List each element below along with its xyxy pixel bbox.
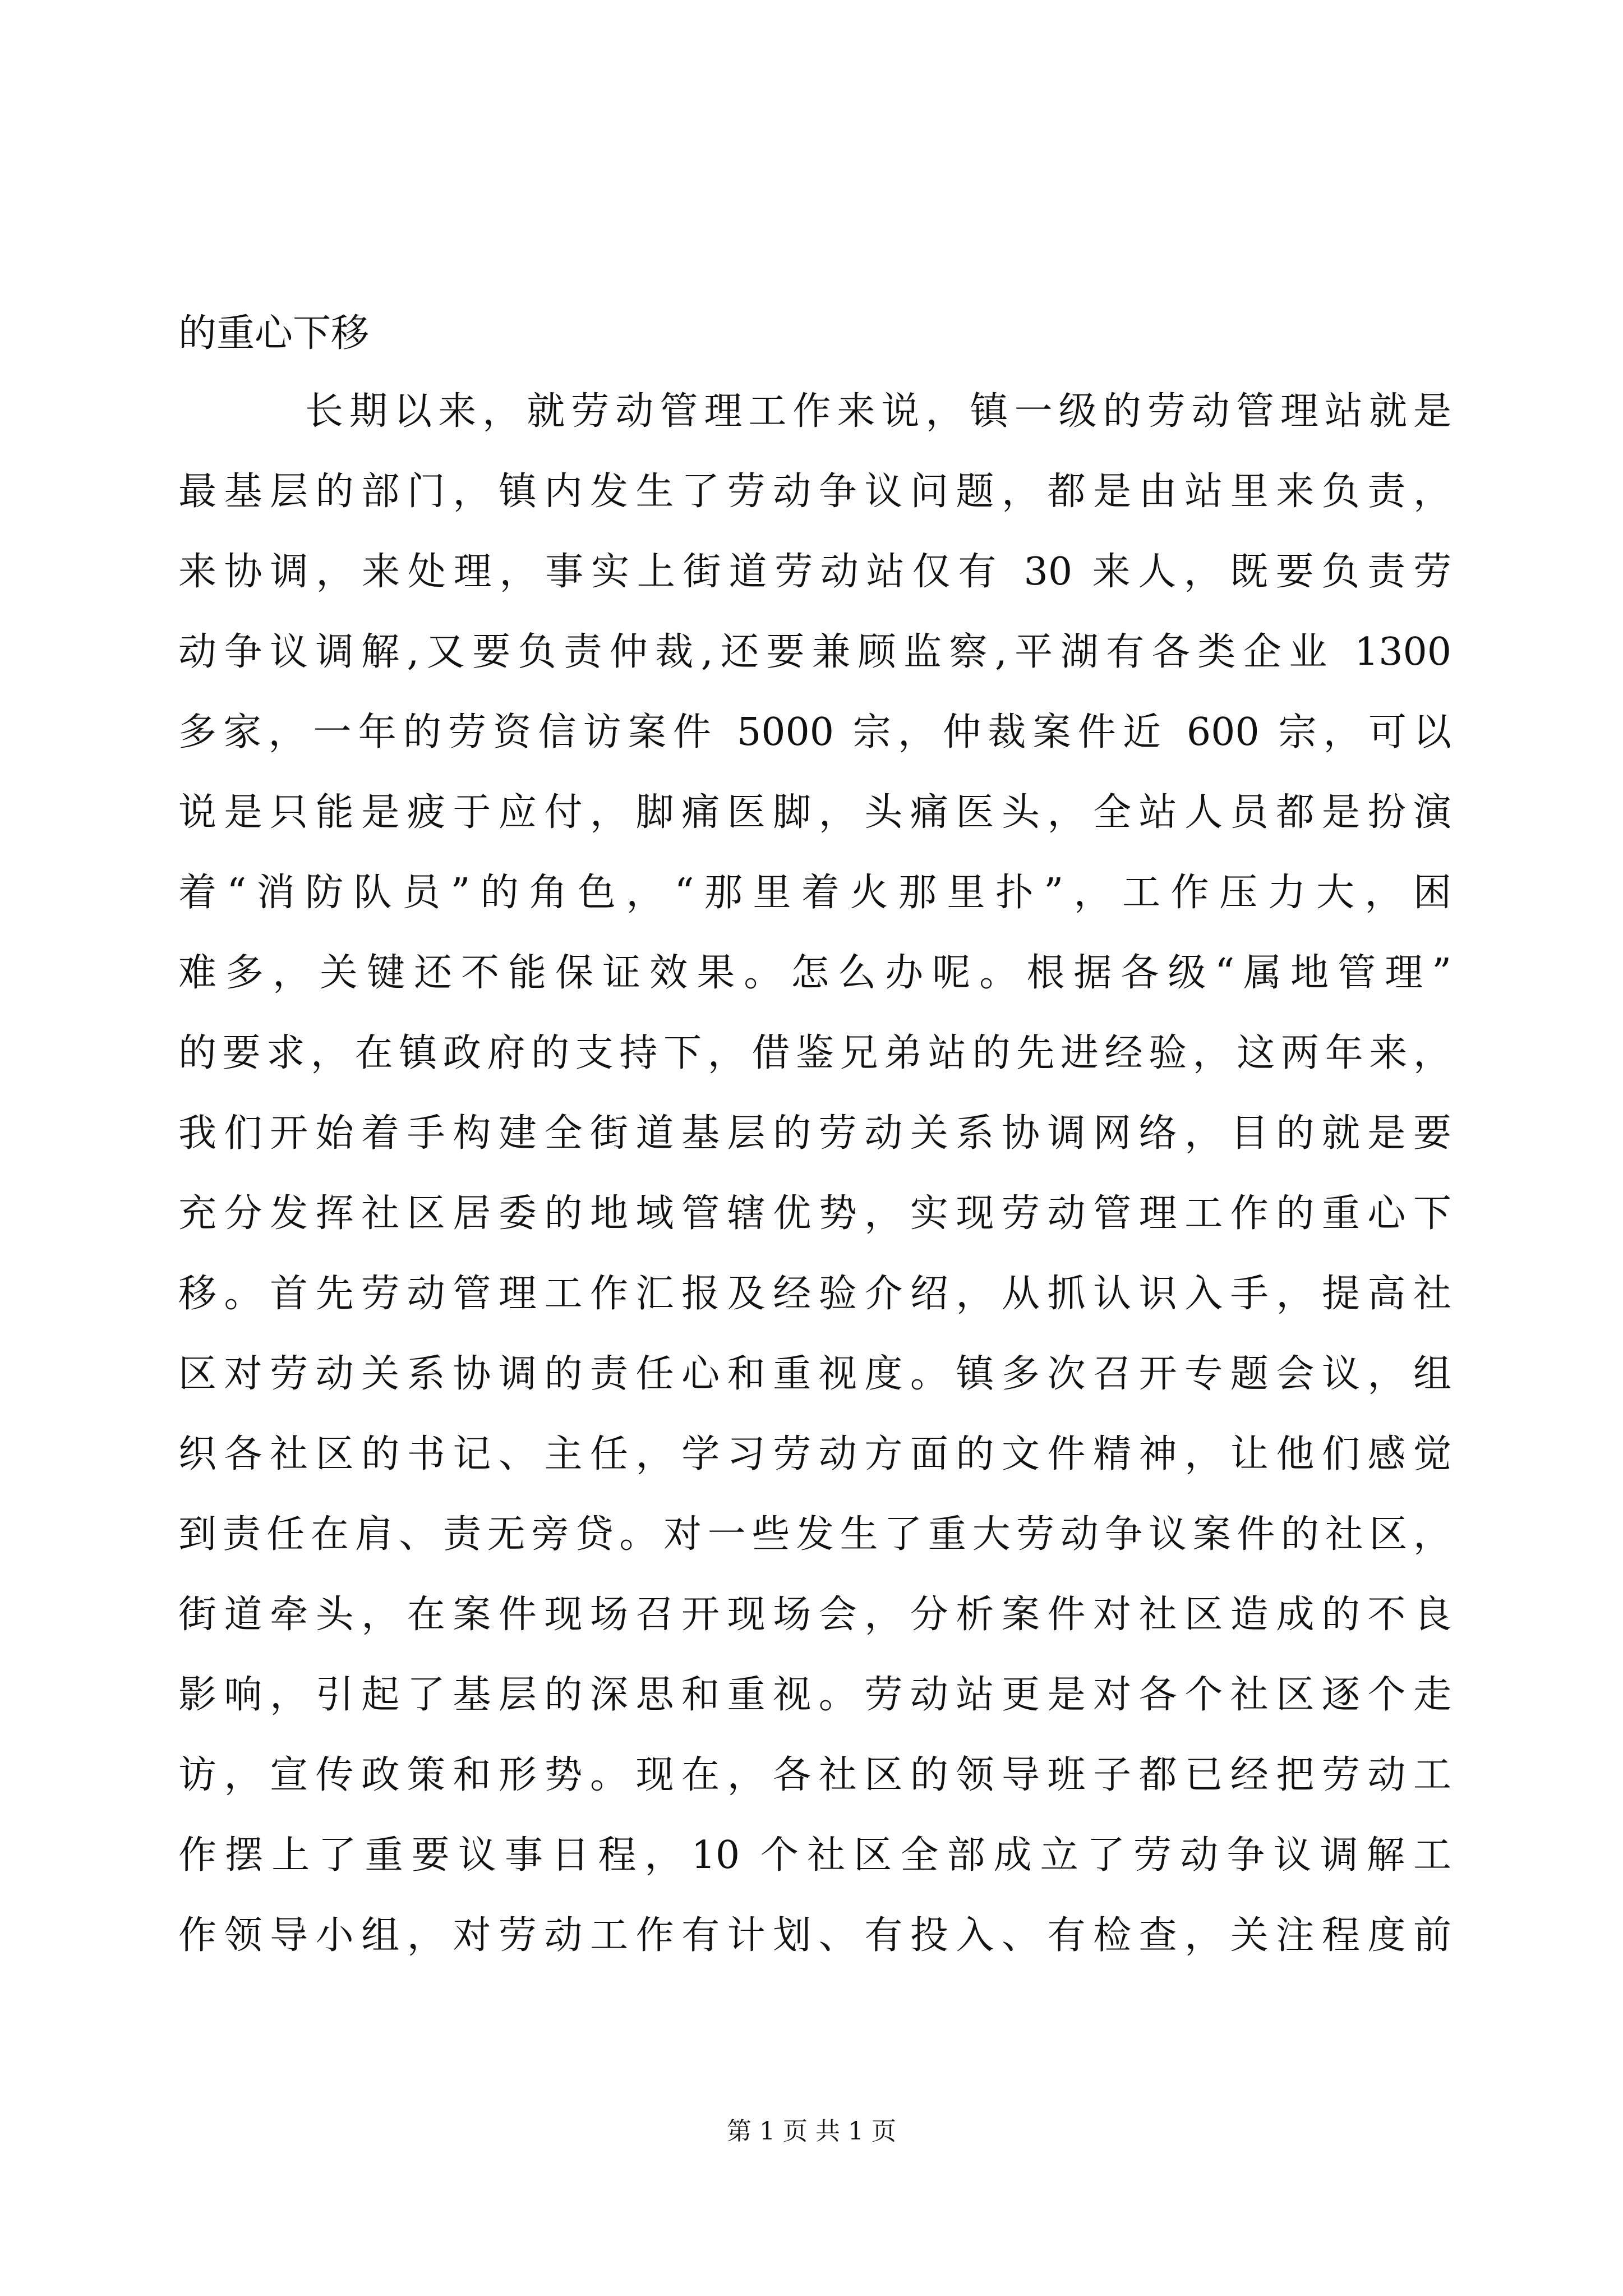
paragraph-line: 访，宣传政策和形势。现在，各社区的领导班子都已经把劳动工	[178, 1753, 1451, 1797]
paragraph-line: 最基层的部门，镇内发生了劳动争议问题，都是由站里来负责，	[178, 470, 1451, 514]
paragraph-line: 动争议调解,又要负责仲裁,还要兼顾监察,平湖有各类企业 1300	[178, 630, 1451, 674]
heading-fragment: 的重心下移	[178, 311, 370, 356]
body-paragraph	[178, 381, 1451, 1985]
paragraph-line: 作领导小组，对劳动工作有计划、有投入、有检查，关注程度前	[178, 1913, 1451, 1958]
paragraph-line: 区对劳动关系协调的责任心和重视度。镇多次召开专题会议，组	[178, 1352, 1451, 1396]
paragraph-line: 街道牵头，在案件现场召开现场会，分析案件对社区造成的不良	[178, 1593, 1451, 1637]
paragraph-line: 的要求，在镇政府的支持下，借鉴兄弟站的先进经验，这两年来，	[178, 1031, 1451, 1075]
paragraph-line: 移。首先劳动管理工作汇报及经验介绍，从抓认识入手，提高社	[178, 1272, 1451, 1316]
paragraph-line: 到责任在肩、责无旁贷。对一些发生了重大劳动争议案件的社区，	[178, 1512, 1451, 1557]
paragraph-line: 长期以来，就劳动管理工作来说，镇一级的劳动管理站就是	[305, 389, 1451, 434]
paragraph-line: 来协调，来处理，事实上街道劳动站仅有 30 来人，既要负责劳	[178, 550, 1451, 594]
paragraph-line: 影响，引起了基层的深思和重视。劳动站更是对各个社区逐个走	[178, 1673, 1451, 1717]
paragraph-line: 织各社区的书记、主任，学习劳动方面的文件精神，让他们感觉	[178, 1432, 1451, 1476]
paragraph-line: 作摆上了重要议事日程，10 个社区全部成立了劳动争议调解工	[178, 1833, 1451, 1878]
paragraph-line: 着“消防队员”的角色，“那里着火那里扑”，工作压力大，困	[178, 871, 1451, 915]
paragraph-line: 难多，关键还不能保证效果。怎么办呢。根据各级“属地管理”	[178, 951, 1451, 995]
paragraph-line: 充分发挥社区居委的地域管辖优势，实现劳动管理工作的重心下	[178, 1191, 1451, 1236]
paragraph-line: 多家，一年的劳资信访案件 5000 宗，仲裁案件近 600 宗，可以	[178, 710, 1451, 754]
page-footer: 第 1 页 共 1 页	[727, 2117, 896, 2146]
paragraph-line: 说是只能是疲于应付，脚痛医脚，头痛医头，全站人员都是扮演	[178, 790, 1451, 835]
paragraph-line: 我们开始着手构建全街道基层的劳动关系协调网络，目的就是要	[178, 1111, 1451, 1156]
